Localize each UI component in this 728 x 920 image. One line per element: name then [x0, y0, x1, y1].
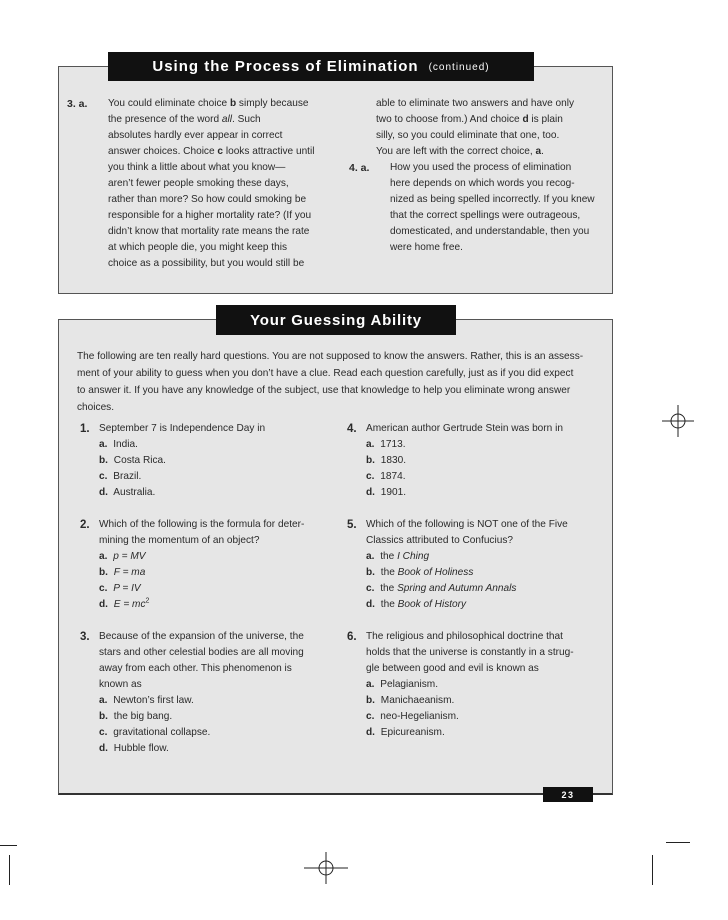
- option-letter: c.: [366, 583, 375, 594]
- option-letter: a.: [366, 439, 375, 450]
- answer-3: [67, 96, 337, 272]
- question-text: 4. American author Gertrude Stein was born in: [347, 423, 563, 435]
- text-line: nized as being spelled incorrectly. If you knew: [390, 194, 595, 205]
- answer-option: a. India.: [99, 439, 138, 450]
- answer-option: a. Newton’s first law.: [99, 695, 194, 706]
- text-line: answer choices. Choice c looks attractive until: [108, 146, 315, 157]
- answer-option: b. Costa Rica.: [99, 455, 166, 466]
- answer-option: b. 1830.: [366, 455, 407, 466]
- question-text: holds that the universe is constantly in a strug-: [366, 647, 574, 658]
- answer-3-continued: [349, 96, 609, 160]
- option-letter: c.: [99, 471, 108, 482]
- text-line: choices.: [77, 402, 115, 413]
- question: [347, 629, 602, 741]
- answer-option: d. Australia.: [99, 487, 156, 498]
- answer-option: b. F = ma: [99, 567, 146, 578]
- question-number: 3.: [80, 631, 90, 643]
- answer-option: c. P = IV: [99, 583, 141, 594]
- option-letter: b.: [366, 567, 375, 578]
- text-line: to answer it. If you have any knowledge of the subject, use that knowledge to help you eliminate wrong answer: [77, 385, 571, 396]
- text-line: The following are ten really hard questions. You are not supposed to know the answers. Rather, this is an assess-: [77, 351, 584, 362]
- question-text: 1. September 7 is Independence Day in: [80, 423, 266, 435]
- question-text: known as: [99, 679, 142, 690]
- text-line: were home free.: [390, 242, 463, 253]
- answer-option: d. Hubble flow.: [99, 743, 169, 754]
- page-number: 23: [543, 787, 593, 802]
- question-text: Classics attributed to Confucius?: [366, 535, 513, 546]
- text-line: you think a little about what you know—: [108, 162, 286, 173]
- answer-option: b. the big bang.: [99, 711, 173, 722]
- answer-option: c. Brazil.: [99, 471, 142, 482]
- crop-mark: [9, 855, 10, 885]
- question: [80, 421, 335, 501]
- answer-3-text: [108, 96, 337, 272]
- answer-option: c. neo-Hegelianism.: [366, 711, 459, 722]
- question: [80, 629, 335, 757]
- crop-mark: [0, 845, 17, 846]
- answer-option: a. 1713.: [366, 439, 406, 450]
- text-line: able to eliminate two answers and have only: [376, 98, 575, 109]
- answer-option: a. p = MV: [99, 551, 146, 562]
- question-number: 1.: [80, 423, 90, 435]
- text-line: You are left with the correct choice, a.: [376, 146, 544, 157]
- answer-option: b. Manichaeanism.: [366, 695, 455, 706]
- answer-option: d. 1901.: [366, 487, 407, 498]
- option-letter: d.: [99, 743, 108, 754]
- registration-mark-icon: [662, 405, 694, 437]
- option-letter: c.: [99, 583, 108, 594]
- question: [347, 421, 602, 501]
- option-letter: b.: [99, 455, 108, 466]
- question-text: 2. Which of the following is the formula for deter-: [80, 519, 305, 531]
- question-number: 5.: [347, 519, 357, 531]
- option-letter: d.: [366, 599, 375, 610]
- question-text: mining the momentum of an object?: [99, 535, 260, 546]
- question-number: 6.: [347, 631, 357, 643]
- elimination-banner: [108, 52, 534, 81]
- answer-4-label: 4. a.: [349, 162, 370, 174]
- answer-option: c. the Spring and Autumn Annals: [366, 583, 517, 594]
- guessing-title: Your Guessing Ability: [250, 311, 422, 329]
- question-number: 2.: [80, 519, 90, 531]
- text-line: responsible for a higher mortality rate? (If you: [108, 210, 312, 221]
- option-letter: b.: [99, 711, 108, 722]
- answer-column-left: [67, 96, 337, 272]
- answer-option: c. gravitational collapse.: [99, 727, 211, 738]
- text-line: How you used the process of elimination: [390, 162, 572, 173]
- elimination-title: Using the Process of Elimination: [152, 58, 419, 75]
- answer-option: d. the Book of History: [366, 599, 467, 610]
- answer-option: d. $E = mc^2$: [99, 597, 150, 610]
- question-text: 6. The religious and philosophical doctrine that: [347, 631, 563, 643]
- text-line: ment of your ability to guess when you don’t have a clue. Read each question carefully, just as if you did expect: [77, 368, 574, 379]
- question-text: gle between good and evil is known as: [366, 663, 539, 674]
- text-line: here depends on which words you recog-: [390, 178, 575, 189]
- text-line: domesticated, and understandable, then you: [390, 226, 590, 237]
- text-line: choice as a possibility, but you would still be: [108, 258, 305, 269]
- answer-4: [349, 160, 609, 256]
- option-letter: a.: [99, 551, 108, 562]
- text-line: two to choose from.) And choice d is plain: [376, 114, 563, 125]
- question-text: 3. Because of the expansion of the universe, the: [80, 631, 304, 643]
- question: [80, 517, 335, 613]
- question-text: away from each other. This phenomenon is: [99, 663, 292, 674]
- text-line: silly, so you could eliminate that one, too.: [376, 130, 560, 141]
- question-text: 5. Which of the following is NOT one of the Five: [347, 519, 568, 531]
- answer-option: a. the I Ching: [366, 551, 430, 562]
- answer-4-text: [390, 160, 609, 256]
- crop-mark: [652, 855, 653, 885]
- question-number: 4.: [347, 423, 357, 435]
- answer-option: a. Pelagianism.: [366, 679, 439, 690]
- text-line: rather than more? So how could smoking be: [108, 194, 307, 205]
- option-letter: b.: [366, 455, 375, 466]
- text-line: absolutes hardly ever appear in correct: [108, 130, 283, 141]
- option-letter: d.: [366, 487, 375, 498]
- elimination-title-suffix: (continued): [428, 62, 490, 73]
- option-letter: a.: [366, 551, 375, 562]
- text-line: that the correct spellings were outrageous,: [390, 210, 581, 221]
- text-line: the presence of the word all. Such: [108, 114, 261, 125]
- option-letter: b.: [99, 567, 108, 578]
- option-letter: a.: [99, 695, 108, 706]
- option-letter: a.: [99, 439, 108, 450]
- answer-3-label: 3. a.: [67, 98, 88, 110]
- text-line: didn’t know that mortality rate means the rate: [108, 226, 310, 237]
- option-letter: b.: [366, 695, 375, 706]
- text-line: You could eliminate choice b simply because: [108, 98, 309, 109]
- answer-column-right: [349, 96, 609, 256]
- guessing-banner: [216, 305, 456, 335]
- option-letter: c.: [99, 727, 108, 738]
- guessing-intro: [77, 348, 597, 416]
- question: [347, 517, 602, 613]
- registration-mark-icon: [304, 852, 348, 884]
- option-letter: d.: [366, 727, 375, 738]
- text-line: aren’t fewer people smoking these days,: [108, 178, 289, 189]
- option-letter: c.: [366, 711, 375, 722]
- answer-option: b. the Book of Holiness: [366, 567, 474, 578]
- answer-option: c. 1874.: [366, 471, 406, 482]
- option-letter: d.: [99, 487, 108, 498]
- option-letter: a.: [366, 679, 375, 690]
- option-letter: c.: [366, 471, 375, 482]
- crop-mark: [666, 842, 690, 843]
- answer-option: d. Epicureanism.: [366, 727, 445, 738]
- text-line: at which people die, you might keep this: [108, 242, 287, 253]
- option-letter: d.: [99, 599, 108, 610]
- question-text: stars and other celestial bodies are all moving: [99, 647, 304, 658]
